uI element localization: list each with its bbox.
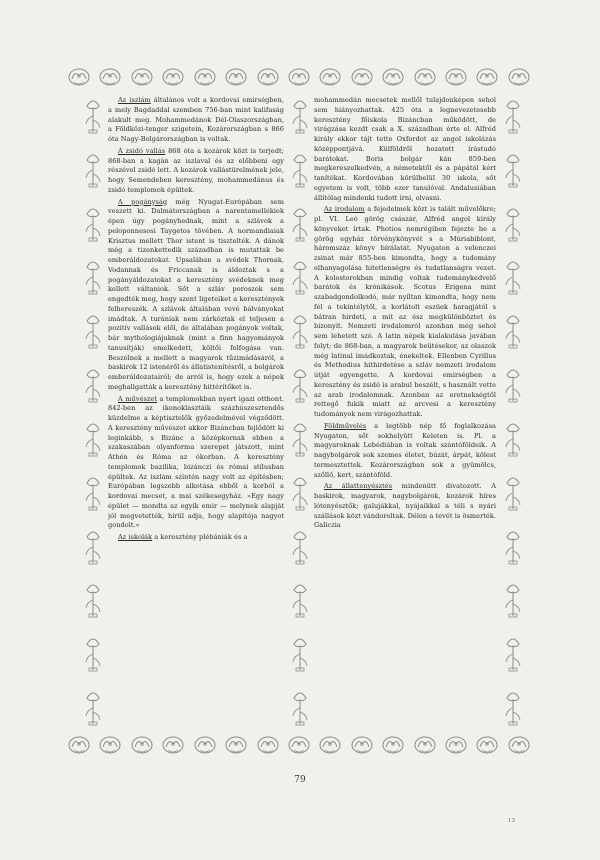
tulip-ornament-icon: [286, 732, 312, 758]
tulip-ornament-icon: [349, 64, 375, 90]
paragraph-text: a legtöbb nép fő foglalkozása Nyugaton, sőt sokhelyütt Keleten is. Pl. a magyaroknak Lebédiában is voltak szántóföldeik. A nagybolgárok sok szemes életet, búzát, árpát, kölest termesztettek. Kozárországban sok a gyümölcs, szőllő, kert, szántóföld.: [314, 421, 496, 479]
tulip-ornament-icon: [412, 732, 438, 758]
tulip-ornament-icon: [317, 732, 343, 758]
tulip-ornament-icon: [192, 64, 218, 90]
paragraph: [108, 395, 284, 532]
right-text-column: [314, 96, 496, 726]
flower-stem-ornament-icon: [290, 150, 310, 188]
paragraph-text: még Nyugat-Európában sem veszett ki. Dalmátországban a narentamellékiek épen úgy pogányhednak, mint a szlávok a peloponnesosi Taygetos tövében. A normandiaiak Krisztus mellett Thor istent is tisztelték. A dánok még a tizenkettedik században is mutattak be emberáldozatokat. Upsalában a svédek Thornak, Vodannak és Friccanak is áldoztak s a pogányáldozatokat a keresztény svédeknek meg kellett váltaniok. Sőt a szláv poroszok sem engedték meg, hogy szent ligeteiket a keresztények felhereszék. A szlávok általában vevé bálványokat imádtak. A turániak nem zárkóztak el teljesen a pozitív vallások elől, de általában pogányok voltak, bár mythologiájuknak (mint a finn hagyományok tanusítják) emelkedett, költői felfogása van. Beszélnek a mellett a magyarok tűzimádásáról, a baskirok 12 istenéről és állatistenítésről, a bolgárok emberáldozatairól; de arról is, hogy ezek a népek meghallgatták a keresztény hittérítőket is.: [108, 197, 284, 391]
tulip-ornament-icon: [66, 64, 92, 90]
flower-stem-ornament-icon: [503, 688, 523, 726]
paragraph-keyword: Az iskolák: [118, 533, 153, 541]
paragraph-text: általános volt a kordovai emirségben, a mely Bagdaddal szemben 756-ban mint kalifaság alakult meg. Mohammedánok Dél-Olaszországban, a Földközi-tenger szigetein, Kozárországban s 866 óta Nagy-Bolgárországban is voltak.: [108, 96, 284, 143]
tulip-ornament-icon: [223, 732, 249, 758]
flower-stem-ornament-icon: [503, 580, 523, 618]
flower-stem-ornament-icon: [290, 580, 310, 618]
page-number: 79: [294, 775, 306, 785]
top-ornament-border: [66, 60, 532, 94]
flower-stem-ornament-icon: [503, 473, 523, 511]
paragraph: [108, 96, 284, 145]
flower-stem-ornament-icon: [290, 365, 310, 403]
flower-stem-ornament-icon: [290, 527, 310, 565]
paragraph: [108, 533, 284, 543]
tulip-ornament-icon: [443, 64, 469, 90]
paragraph-keyword: Az iszlám: [118, 96, 151, 104]
flower-stem-ornament-icon: [503, 634, 523, 672]
flower-stem-ornament-icon: [290, 96, 310, 134]
paragraph-keyword: A zsidó vallás: [118, 146, 166, 155]
paragraph: [314, 205, 496, 420]
signature-mark: 13: [508, 818, 515, 824]
paragraph-text: mindenütt divatozott. A baskirok, magyarok, nagybolgárok, kozárok híres lótenyésztők; galujákkal, nyájaikkal a téli s nyári szállások közt vándoroltak. Délen a tevét is ösmerték. Galiczia: [314, 482, 496, 530]
tulip-ornament-icon: [474, 64, 500, 90]
tulip-ornament-icon: [255, 64, 281, 90]
tulip-ornament-icon: [97, 732, 123, 758]
paragraph: [108, 198, 284, 393]
tulip-ornament-icon: [255, 732, 281, 758]
flower-stem-ornament-icon: [503, 257, 523, 295]
paragraph-text: a keresztény plébániák és a: [152, 533, 248, 541]
tulip-ornament-icon: [506, 732, 532, 758]
tulip-ornament-icon: [506, 64, 532, 90]
paragraph-text: a templomokban nyert igazi otthont. 842-ben az ikonoklasztáik százhúszesztendős küzdelme a képtisztelők győzedelmével végződött. A keresztény művészet akkor Bizáncban fejlődött ki leginkább, s Bizánc a középkornak ebben a szakaszában olyanforma szerepet játszott, mint Athén és Róma az ókorban. A keresztény templomok bazilika, bizánczi és római stílusban épültek. Az iszlám szintén nagy volt az építésben; Európában legszebb alkotása ebből a korból a kordovai mecset, a mai székesegyház. »Egy nagy épület — mondta az egyik emir — melynek alapját jól megvetették, hírül adja, hogy alapítója nagyot gondolt.«: [108, 394, 284, 530]
tulip-ornament-icon: [129, 732, 155, 758]
flower-stem-ornament-icon: [83, 150, 103, 188]
flower-stem-ornament-icon: [83, 204, 103, 242]
tulip-ornament-icon: [443, 732, 469, 758]
paragraph-keyword: A pogányság: [118, 197, 168, 206]
flower-stem-ornament-icon: [290, 634, 310, 672]
flower-stem-ornament-icon: [83, 527, 103, 565]
flower-stem-ornament-icon: [503, 96, 523, 134]
flower-stem-ornament-icon: [83, 311, 103, 349]
tulip-ornament-icon: [192, 732, 218, 758]
left-ornament-column: [80, 96, 106, 726]
tulip-ornament-icon: [160, 732, 186, 758]
tulip-ornament-icon: [66, 732, 92, 758]
flower-stem-ornament-icon: [290, 473, 310, 511]
paragraph: [314, 422, 496, 481]
paragraph-text: 868 óta a kozárok közt is terjedt; 868-ban a kagán az iszlaval és az előbbeni egy részével zsidó lett. A kozárok vallástürelmének jele, hogy Semendeben keresztény, mohammedánus és zsidó templomok épültek.: [108, 146, 284, 194]
flower-stem-ornament-icon: [503, 527, 523, 565]
flower-stem-ornament-icon: [83, 688, 103, 726]
flower-stem-ornament-icon: [503, 204, 523, 242]
flower-stem-ornament-icon: [503, 150, 523, 188]
flower-stem-ornament-icon: [503, 311, 523, 349]
tulip-ornament-icon: [223, 64, 249, 90]
flower-stem-ornament-icon: [290, 419, 310, 457]
bottom-ornament-border: [66, 728, 532, 762]
paragraph-text: a fejedelmek közt is talált művelőkre; pl. VI. Leó görög császár, Alfréd angol király könyveket írtak. Photios nemrégiben fejezte be a görög egyház törvénykönyvét s a Múriabiblont, háromszáz könyv bírálatát. Nyugaton a velenczei zsinat már 855-ben kimondta, hogy a tudomány elhanyagolása hitetlenségre és tudatlanságra vezet. A kolostorokban mindig voltak tudománykedvelő barátok és krónikások. Scotus Erigena mint szabadgondolkodó, már nyíltan kimondta, hogy nem fél a tekintélytől, a korlátolt eszüek haragjától s bátran hirdeti, a mit az ész megkülönböztet és bizonyít. Nemzeti irodalomról azonban még sehol sem lehetett szó. A latin népek kialakulása javában folyt; de 868-ban, a magyarok beütésekor, az olaszok még latinul imádkoztak, énekeltek. Ellenben Cyrillus és Methodius hithirdetése a szláv nemzeti irodalom útját egyengette. A kordovai emirségben a keresztény és zsidó is arabul beszélt, s használt vette az arab irodalomnak. Azonban az eretnekségtől rettegő fukik miatt az arcvesi a keresztény tudományok nem virágozhattak.: [314, 205, 496, 418]
tulip-ornament-icon: [380, 64, 406, 90]
tulip-ornament-icon: [286, 64, 312, 90]
right-ornament-column: [500, 96, 526, 726]
flower-stem-ornament-icon: [503, 365, 523, 403]
flower-stem-ornament-icon: [83, 257, 103, 295]
left-text-column: [108, 96, 284, 726]
paragraph-keyword: Az irodalom: [324, 205, 365, 214]
tulip-ornament-icon: [474, 732, 500, 758]
paragraph-keyword: Földművelés: [324, 421, 367, 430]
paragraph-keyword: A művészet: [118, 394, 158, 403]
paragraph: [108, 147, 284, 196]
tulip-ornament-icon: [160, 64, 186, 90]
flower-stem-ornament-icon: [83, 473, 103, 511]
tulip-ornament-icon: [317, 64, 343, 90]
paragraph-keyword: Az állattenyésztés: [324, 482, 393, 491]
flower-stem-ornament-icon: [83, 419, 103, 457]
tulip-ornament-icon: [412, 64, 438, 90]
flower-stem-ornament-icon: [290, 688, 310, 726]
paragraph: [314, 96, 496, 203]
middle-ornament-column: [287, 96, 313, 726]
flower-stem-ornament-icon: [290, 311, 310, 349]
tulip-ornament-icon: [380, 732, 406, 758]
paragraph-text: mohammedán mecsetek mellől tulajdonképen sehol sem hiányozhattak. 425 óta a legnevezetesebb keresztény főiskola Bizáncban működött, de virágzása kezdt csak a X. században érte el. Alfréd király ekkor tájt tette Oxfordot az angol iskolázás középpontjává. Külföldről hozatott írástudó barátokat. Boris bolgár kán 859-ben megkereszelkedvén, a németektől és a pápától kért tanítókat. Kordovában körülbelül 30 iskola, sőt egyetem is volt, több ezer tanulóval. Andalusiában állítólag mindenki tudott írni, olvasni.: [314, 96, 496, 202]
tulip-ornament-icon: [349, 732, 375, 758]
flower-stem-ornament-icon: [290, 204, 310, 242]
flower-stem-ornament-icon: [83, 580, 103, 618]
flower-stem-ornament-icon: [83, 365, 103, 403]
flower-stem-ornament-icon: [83, 96, 103, 134]
flower-stem-ornament-icon: [83, 634, 103, 672]
flower-stem-ornament-icon: [503, 419, 523, 457]
flower-stem-ornament-icon: [290, 257, 310, 295]
tulip-ornament-icon: [129, 64, 155, 90]
paragraph: [314, 482, 496, 531]
tulip-ornament-icon: [97, 64, 123, 90]
